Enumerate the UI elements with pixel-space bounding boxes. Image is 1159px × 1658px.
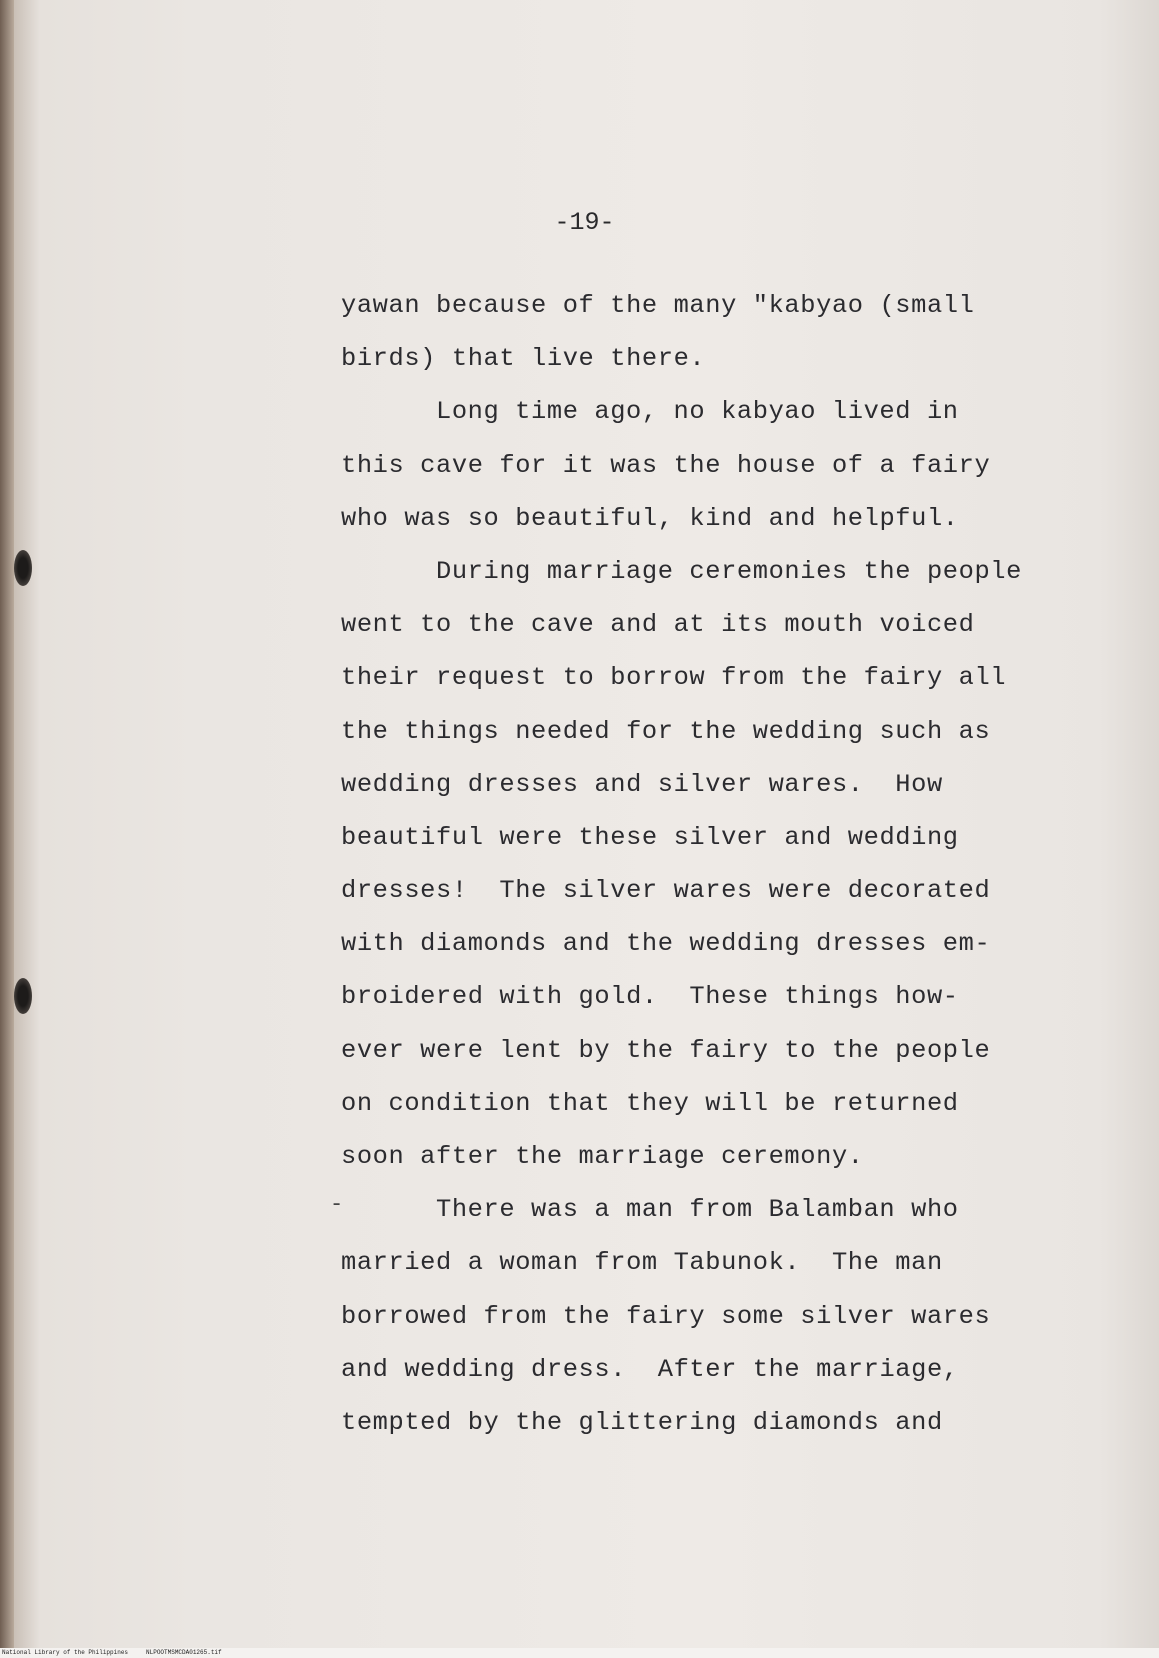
text-line: tempted by the glittering diamonds and [341,1407,943,1437]
text-line: soon after the marriage ceremony. [341,1142,864,1171]
text-line: There was a man from Balamban who [436,1195,959,1225]
page-number: -19- [554,208,615,237]
text-line: borrowed from the fairy some silver wares [341,1301,991,1331]
text-line: with diamonds and the wedding dresses em- [341,929,991,959]
text-line: who was so beautiful, kind and helpful. [341,503,959,533]
text-line: ever were lent by the fairy to the people [341,1035,991,1065]
text-line: their request to borrow from the fairy all [341,663,1007,693]
stray-mark: - [330,1192,344,1217]
text-line: married a woman from Tabunok. The man [341,1248,943,1278]
binding-edge [0,0,14,1650]
text-line: birds) that live there. [341,344,706,374]
text-line: went to the cave and at its mouth voiced [341,610,975,640]
punch-hole [14,978,32,1014]
text-line: broidered with gold. These things how- [341,982,959,1012]
text-line: and wedding dress. After the marriage, [341,1354,959,1384]
text-line: yawan because of the many "kabyao (small [341,291,975,320]
text-line: this cave for it was the house of a fairy [341,450,991,480]
text-line: on condition that they will be returned [341,1088,959,1118]
text-line: wedding dresses and silver wares. How [341,769,943,799]
punch-hole [14,550,32,586]
text-line: dresses! The silver wares were decorated [341,876,991,906]
text-line: Long time ago, no kabyao lived in [436,397,959,427]
scan-footer: National Library of the Philippines NLPOOTMSMCDA01265.tif [2,1649,222,1656]
typewritten-text [341,286,1081,1456]
text-line: the things needed for the wedding such as [341,716,991,746]
text-line: beautiful were these silver and wedding [341,822,959,852]
text-line: During marriage ceremonies the people [436,556,1022,586]
